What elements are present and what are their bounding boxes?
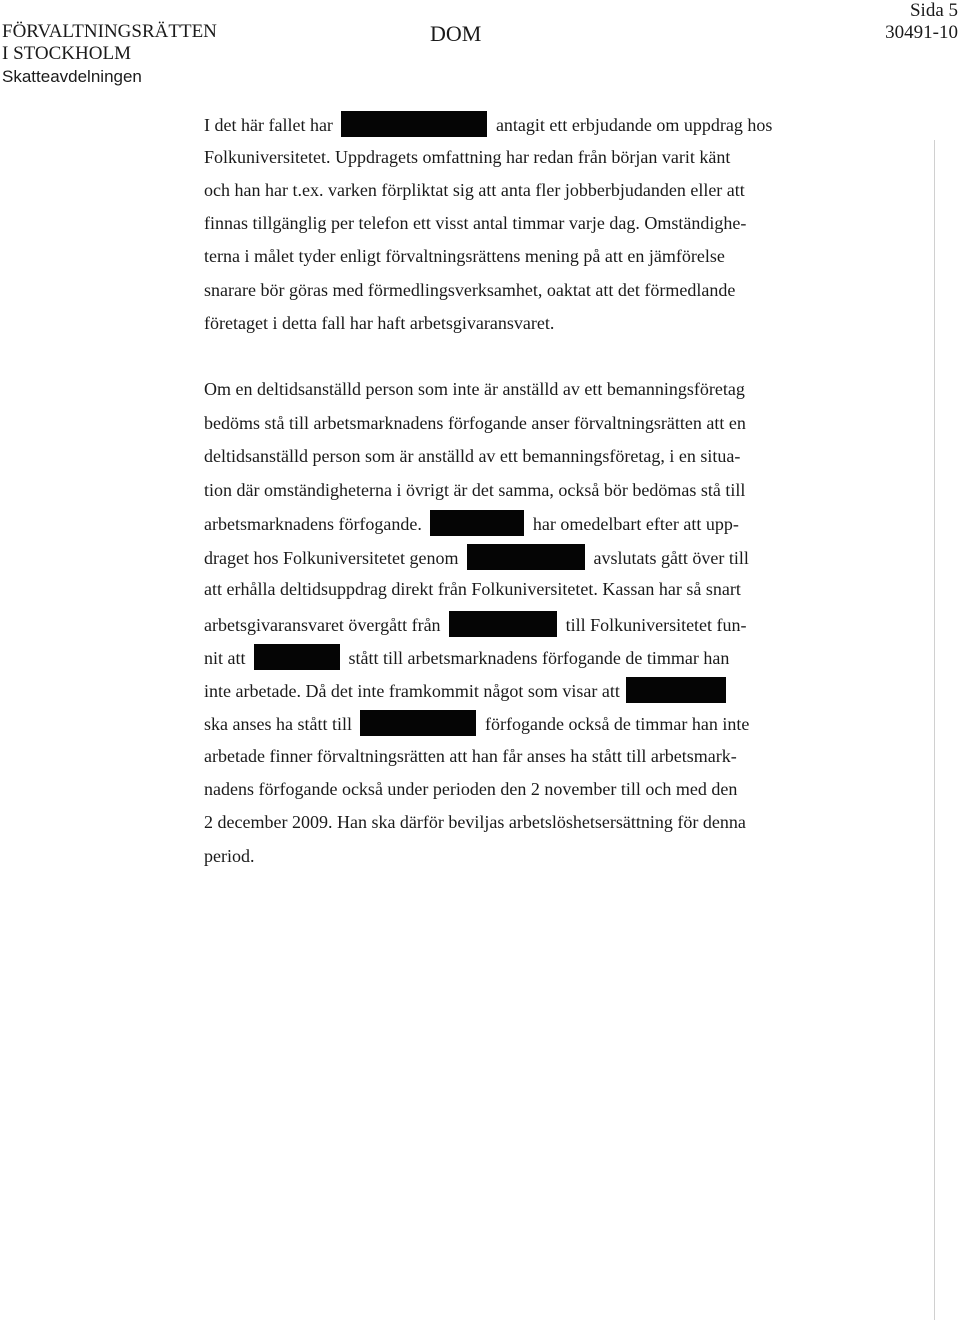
scan-edge-line — [934, 140, 935, 1320]
line-text: stått till arbetsmarknadens förfogande de timmar han — [348, 648, 730, 668]
redaction-box — [360, 710, 476, 736]
body-line: deltidsanställd person som är anställd av ett bemanningsföretag, i en situa- — [204, 446, 741, 466]
body-line: finnas tillgänglig per telefon ett visst antal timmar varje dag. Omständighe- — [204, 213, 747, 233]
case-number: 30491-10 — [885, 22, 958, 43]
body-line — [204, 710, 749, 734]
body-line — [204, 611, 747, 635]
redaction-box — [254, 644, 340, 670]
body-line: Folkuniversitetet. Uppdragets omfattning har redan från början varit känt — [204, 147, 731, 167]
body-line: terna i målet tyder enligt förvaltningsrättens mening på att en jämförelse — [204, 246, 725, 266]
body-line: snarare bör göras med förmedlingsverksamhet, oaktat att det förmedlande — [204, 280, 736, 300]
body-line — [204, 677, 728, 701]
body-line: nadens förfogande också under perioden den 2 november till och med den — [204, 779, 738, 799]
line-text: arbetsgivaransvaret övergått från — [204, 615, 441, 635]
body-line: och han har t.ex. varken förpliktat sig att anta fler jobberbjudanden eller att — [204, 180, 745, 200]
body-line — [204, 544, 749, 568]
line-text: till Folkuniversitetet fun- — [565, 615, 747, 635]
body-line: företaget i detta fall har haft arbetsgivaransvaret. — [204, 313, 555, 333]
body-line: att erhålla deltidsuppdrag direkt från Folkuniversitetet. Kassan har så snart — [204, 579, 741, 599]
body-line: Om en deltidsanställd person som inte är anställd av ett bemanningsföretag — [204, 379, 745, 399]
line-text: har omedelbart efter att upp- — [532, 514, 739, 534]
body-line: arbetade finner förvaltningsrätten att han får anses ha stått till arbetsmark- — [204, 746, 737, 766]
court-name-line1: FÖRVALTNINGSRÄTTEN — [2, 21, 217, 42]
line-text: nit att — [204, 648, 246, 668]
body-line: 2 december 2009. Han ska därför beviljas arbetslöshetsersättning för denna — [204, 812, 746, 832]
line-text: ska anses ha stått till — [204, 714, 352, 734]
line-text: I det här fallet har — [204, 115, 333, 135]
body-line — [204, 111, 772, 135]
redaction-box — [449, 611, 557, 637]
line-text: förfogande också de timmar han inte — [484, 714, 750, 734]
body-line — [204, 510, 739, 534]
department-name: Skatteavdelningen — [2, 67, 142, 86]
body-line: bedöms stå till arbetsmarknadens förfogande anser förvaltningsrätten att en — [204, 413, 746, 433]
line-text: arbetsmarknadens förfogande. — [204, 514, 422, 534]
court-name-line2: I STOCKHOLM — [2, 43, 131, 64]
redaction-box — [626, 677, 726, 703]
redaction-box — [341, 111, 487, 137]
page-number: Sida 5 — [909, 0, 958, 21]
body-line: period. — [204, 846, 255, 866]
line-text: avslutats gått över till — [593, 548, 749, 568]
body-line: tion där omständigheterna i övrigt är det samma, också bör bedömas stå till — [204, 480, 746, 500]
body-line — [204, 644, 729, 668]
redaction-box — [430, 510, 524, 536]
document-type: DOM — [430, 21, 482, 46]
line-text: inte arbetade. Då det inte framkommit något som visar att — [204, 681, 620, 701]
line-text: draget hos Folkuniversitetet genom — [204, 548, 459, 568]
line-text: antagit ett erbjudande om uppdrag hos — [495, 115, 773, 135]
redaction-box — [467, 544, 585, 570]
